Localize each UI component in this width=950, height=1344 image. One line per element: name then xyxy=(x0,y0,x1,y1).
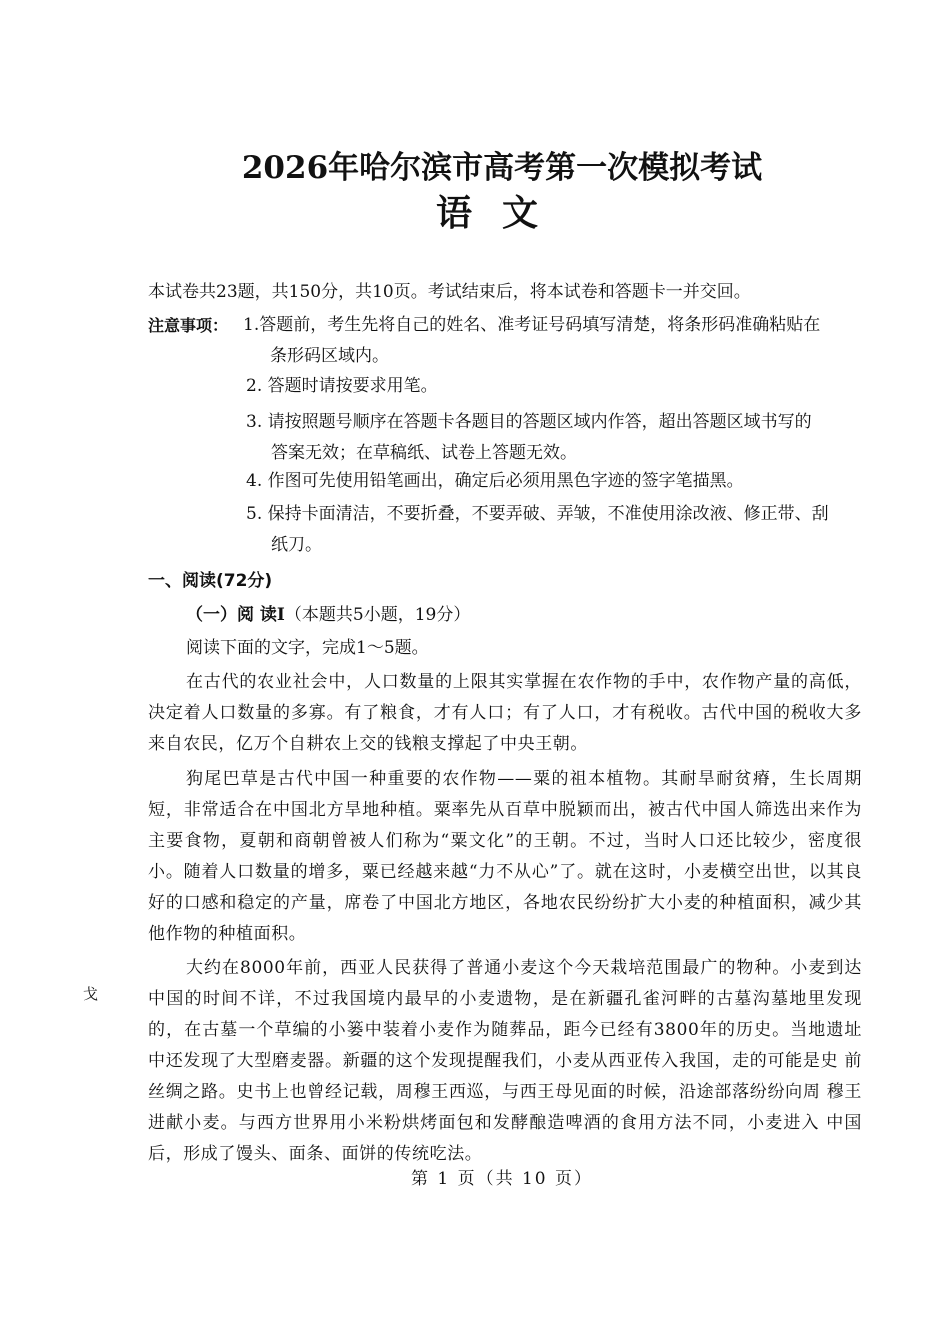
notice-item-text: 答题前，考生先将自己的姓名、准考证号码填写清楚，将条形码准确粘贴在 xyxy=(259,315,821,335)
notice-item-text-cont: 条形码区域内。 xyxy=(270,346,389,366)
notice-item-number: 4. xyxy=(246,471,263,491)
page-footer: 第 1 页（共 10 页） xyxy=(410,1169,594,1189)
notice-item-text-cont: 答案无效；在草稿纸、试卷上答题无效。 xyxy=(271,443,577,463)
notice-item-text-cont: 纸刀。 xyxy=(271,535,322,555)
reading-paragraph-1: 在古代的农业社会中，人口数量的上限其实掌握在农作物的手中，农作物产量的高低，决定着人口数量的多寡。有了粮食，才有人口；有了人口，才有税收。古代中国的税收大多来自农民，亿万个自耕农上交的钱粮支撑起了中央王朝。 xyxy=(148,672,862,754)
notice-item-5 xyxy=(246,499,876,561)
exam-title: 2026年哈尔滨市高考第一次模拟考试 xyxy=(241,150,763,186)
notice-item-number: 2. xyxy=(246,376,263,396)
notice-item-3 xyxy=(246,407,876,469)
notice-item-text: 保持卡面清洁，不要折叠，不要弄破、弄皱，不准使用涂改液、修正带、刮 xyxy=(267,504,829,524)
notice-item-1 xyxy=(243,310,873,372)
reading-instruction: 阅读下面的文字，完成1～5题。 xyxy=(186,638,429,658)
subsection-note: （本题共5小题，19分） xyxy=(284,605,471,625)
subsection-heading xyxy=(186,604,470,626)
subject-title: 语文 xyxy=(435,192,568,234)
margin-mark: 戈 xyxy=(83,985,99,1003)
notice-item-number: 3. xyxy=(246,412,263,432)
notice-item-number: 1. xyxy=(243,315,260,335)
reading-paragraph-2: 狗尾巴草是古代中国一种重要的农作物——粟的祖本植物。其耐旱耐贫瘠，生长周期短，非常适合在中国北方旱地种植。粟率先从百草中脱颖而出，被古代中国人筛选出来作为主要食物，夏朝和商朝曾被人们称为“粟文化”的王朝。不过，当时人口还比较少，密度很小。随着人口数量的增多，粟已经越来越“力不从心”了。就在这时，小麦横空出世，以其良好的口感和稳定的产量，席卷了中国北方地区，各地农民纷纷扩大小麦的种植面积，减少其他作物的种植面积。 xyxy=(148,769,862,944)
notice-label: 注意事项： xyxy=(148,316,229,335)
notice-item-number: 5. xyxy=(246,504,263,524)
notice-item-text: 答题时请按要求用笔。 xyxy=(267,376,438,396)
subsection-title: （一）阅 读I xyxy=(186,605,285,625)
intro-text: 本试卷共23题，共150分，共10页。考试结束后，将本试卷和答题卡一并交回。 xyxy=(148,282,751,302)
notice-item-text: 请按照题号顺序在答题卡各题目的答题区域内作答，超出答题区域书写的 xyxy=(267,412,812,432)
reading-paragraph-3: 大约在8000年前，西亚人民获得了普通小麦这个今天栽培范围最广的物种。小麦到达 中国的时间不详，不过我国境内最早的小麦遗物，是在新疆孔雀河畔的古墓沟墓地里发现 的，在古墓一个草编的小篓中装着小麦作为随葬品，距今已经有3800年的历史。当地遗址 中还发现了大型磨麦器。新疆的这个发现提醒我们，小麦从西亚传入我国，走的可能是史 前丝绸之路。史书上也曾经记载，周穆王西巡，与西王母见面的时候，沿途部落纷纷向周 穆王进献小麦。与西方世界用小米粉烘烤面包和发酵酿造啤酒的食用方法不同，小麦进入 中国后，形成了馒头、面条、面饼的传统吃法。 xyxy=(148,958,862,1164)
notice-item-2 xyxy=(246,371,438,402)
notice-item-4 xyxy=(246,466,744,497)
section-heading: 一、阅读(72分) xyxy=(148,571,273,591)
notice-item-text: 作图可先使用铅笔画出，确定后必须用黑色字迹的签字笔描黑。 xyxy=(267,471,744,491)
